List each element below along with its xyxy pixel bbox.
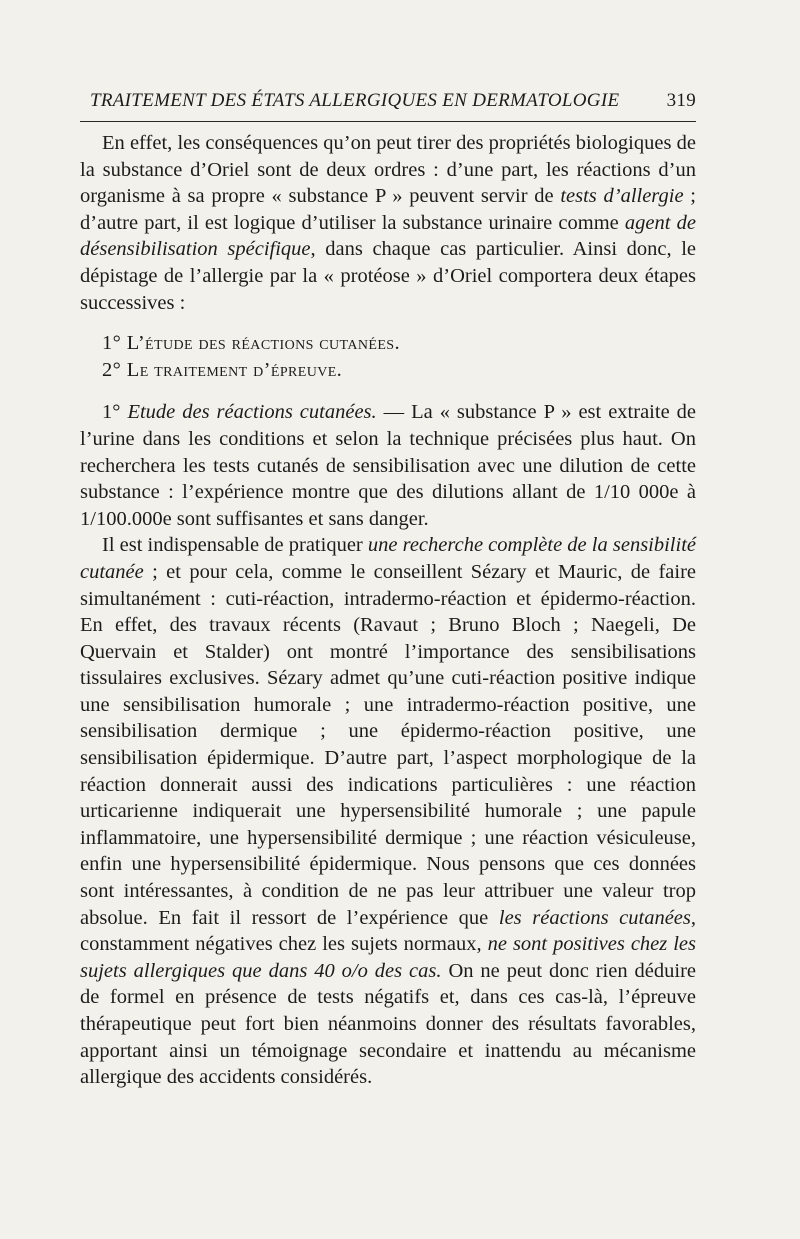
section-number: 1° <box>102 401 128 424</box>
emphasis-positives-allergiques: ne sont positives chez les sujets allergiques que dans 40 o/o des cas. <box>80 933 697 982</box>
text-run: , constamment négatives chez les sujets normaux, <box>80 906 696 956</box>
page-number: 319 <box>666 90 696 111</box>
emphasis-tests-allergie: tests d’allergie <box>560 185 684 208</box>
text-run: Il est indispensable de pratiquer <box>102 534 368 557</box>
steps-list <box>80 330 696 383</box>
text-run: ; d’autre part, il est logique d’utiliser la substance urinaire comme <box>80 185 696 234</box>
text-run: — La « substance P » est extraite de l’urine dans les conditions et selon la technique précisées plus haut. On recherchera les tests cutanés de sensibilisation avec une dilution de cette substance : l’expérience montre que des dilutions allant de 1/10 000e à 1/100.000e sont suffisantes et sans danger. <box>80 401 696 530</box>
running-header <box>80 88 696 118</box>
running-title: TRAITEMENT DES ÉTATS ALLERGIQUES EN DERMATOLOGIE <box>90 90 620 111</box>
text-run: En effet, les conséquences qu’on peut tirer des propriétés biologiques de la substance d’Oriel sont de deux ordres : d’une part, les réactions d’un organisme à sa propre « substance P » peuvent servir de <box>80 132 696 208</box>
list-item: 1° L’étude des réactions cutanées. <box>102 332 401 355</box>
list-item: 2° Le traitement d’épreuve. <box>102 358 343 381</box>
section-heading: Etude des réactions cutanées. <box>127 401 377 424</box>
text-run: , dans chaque cas particulier. Ainsi donc, le dépistage de l’allergie par la « protéose » d’Oriel comportera deux étapes successives : <box>80 238 696 314</box>
emphasis-reactions-cutanees: les réactions cutanées <box>498 906 691 929</box>
body-text <box>80 130 696 1091</box>
paragraph-etude <box>80 399 696 532</box>
emphasis-recherche-complete: une recherche complète de la sensibilité cutanée <box>80 534 696 583</box>
text-run: On ne peut donc rien déduire de formel en présence de tests négatifs et, dans ces cas-là, l’épreuve thérapeutique peut fort bien néanmoins donner des résultats favorables, apportant ainsi un témoignage secondaire et inattendu au mécanisme allergique des accidents considérés. <box>80 959 696 1089</box>
header-rule <box>80 121 696 122</box>
text-run: ; et pour cela, comme le conseillent Sézary et Mauric, de faire simultanément : cuti-réaction, intradermo-réaction et épidermo-réaction. En effet, des travaux récents (Ravaut ; Bruno Bloch ; Naegeli, De Quervain et Stalder) ont montré l’importance des sensibilisations tissulaires exclusives. Sézary admet qu’une cuti-réaction positive indique une sensibilisation humorale ; une intradermo-réaction positive, une sensibilisation dermique ; une épidermo-réaction positive, une sensibilisation épidermique. D’autre part, l’aspect morphologique de la réaction donnerait aussi des indications particulières : une réaction urticarienne indiquerait une hypersensibilité humorale ; une papule inflammatoire, une hypersensibilité dermique ; une réaction vésiculeuse, enfin une hypersensibilité épidermique. Nous pensons que ces données sont intéressantes, à condition de ne pas leur attribuer une valeur trop absolue. En fait il ressort de l’expérience que <box>80 560 696 929</box>
paragraph-intro <box>80 130 696 316</box>
emphasis-agent-desensibilisation: agent de désensibilisation spécifique <box>80 211 696 261</box>
paragraph-recherche <box>80 532 696 1090</box>
